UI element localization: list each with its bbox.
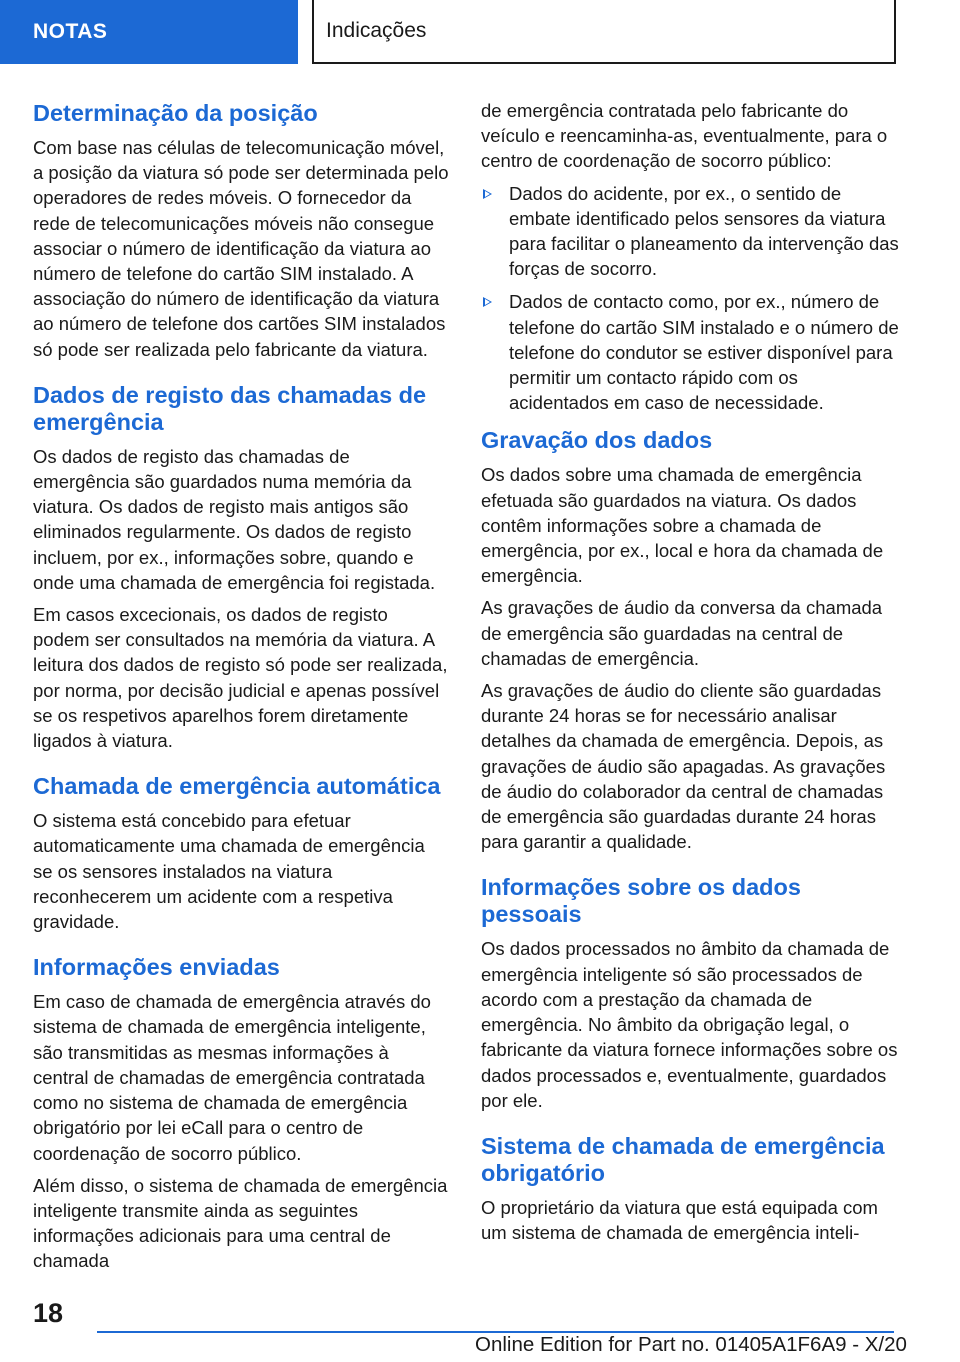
list-item xyxy=(481,289,899,415)
section-log-data xyxy=(33,382,449,753)
left-column xyxy=(33,100,449,1294)
paragraph: Os dados de registo das chamadas de emergência são guardados numa memória da viatura. Os dados de registo mais antigos são eliminados regularmente. Os dados de registo incluem, por ex., informações sobre, quando e onde uma chamada de emergência foi registada. xyxy=(33,445,436,593)
section-heading: Sistema de chamada de emergência obrigatório xyxy=(481,1132,885,1186)
section-personal-data xyxy=(481,874,899,1112)
section-tab-label: NOTAS xyxy=(33,20,108,43)
triangle-bullet-icon xyxy=(483,189,492,199)
paragraph: Em casos excecionais, os dados de registo podem ser consultados na memória da viatura. A leitura dos dados de registo só pode ser realizada, por norma, por decisão judicial e apenas possível se os respetivos aparelhos forem diretamente ligados à viatura. xyxy=(33,604,448,752)
section-heading: Chamada de emergência automática xyxy=(33,773,441,800)
section-data-recording xyxy=(481,427,899,854)
triangle-bullet-icon xyxy=(483,297,492,307)
paragraph: Em caso de chamada de emergência através do sistema de chamada de emergência inteligente, são transmitidas as mesmas informações à central de chamadas de emergência contratada como no sistema de chamada de emergência obrigatório por lei eCall para o centro de coordenação de socorro público. xyxy=(33,991,431,1164)
paragraph: O proprietário da viatura que está equipada com um sistema de chamada de emergência inteli- xyxy=(481,1196,878,1244)
section-heading: Dados de registo das chamadas de emergência xyxy=(33,381,427,435)
list-item xyxy=(481,181,899,282)
section-position xyxy=(33,100,449,362)
section-mandatory-system xyxy=(481,1133,899,1245)
paragraph: As gravações de áudio do cliente são guardadas durante 24 horas se for necessário analisar detalhes da chamada de emergência. Depois, as gravações de áudio são apagadas. As gravações de áudio do colaborador da central de chamadas de emergência são guardadas durante 24 horas para garantir a qualidade. xyxy=(481,680,886,853)
list-item-text: Dados do acidente, por ex., o sentido de embate identificado pelos sensores da viatura para facilitar o planeamento da intervenção das forças de socorro. xyxy=(509,182,899,280)
bullet-list xyxy=(481,181,899,416)
chapter-title xyxy=(312,0,896,64)
section-heading: Determinação da posição xyxy=(33,100,318,126)
section-heading: Informações sobre os dados pessoais xyxy=(481,874,801,928)
section-automatic-call xyxy=(33,773,449,934)
paragraph: Os dados sobre uma chamada de emergência efetuada são guardados na viatura. Os dados contêm informações sobre a chamada de emergência, por ex., local e hora da chamada de emergência. xyxy=(481,464,884,587)
right-column xyxy=(481,98,899,1265)
section-heading: Gravação dos dados xyxy=(481,427,713,454)
paragraph: Além disso, o sistema de chamada de emergência inteligente transmite ainda as seguintes informações adicionais para uma central de chamada xyxy=(33,1174,448,1272)
section-sent-info xyxy=(33,954,449,1273)
page-number: 18 xyxy=(33,1298,64,1328)
paragraph: de emergência contratada pelo fabricante do veículo e reencaminha-as, eventualmente, para o centro de coordenação de socorro público: xyxy=(481,100,888,172)
list-item-text: Dados de contacto como, por ex., número de telefone do cartão SIM instalado e o número de telefone do condutor se estiver disponível para permitir um contacto rápido com os acidentados em caso de necessidade. xyxy=(509,291,899,414)
paragraph: Com base nas células de telecomunicação móvel, a posição da viatura só pode ser determinada pelo operadores de redes móveis. O fornecedor da rede de telecomunicações móveis não consegue associar o número de identificação da viatura ao número de telefone do cartão SIM instalado. A associação do número de identificação da viatura ao número de telefone dos cartões SIM instalados só pode ser realizada pelo fabricante da viatura. xyxy=(33,137,449,360)
paragraph: O sistema está concebido para efetuar automaticamente uma chamada de emergência se os sensores instalados na viatura reconhecerem um acidente com a respetiva gravidade. xyxy=(33,810,425,933)
paragraph: Os dados processados no âmbito da chamada de emergência inteligente só são processados de acordo com a prestação da chamada de emergência. No âmbito da obrigação legal, o fabricante da viatura fornece informações sobre os dados processados e, eventualmente, guardados por ele. xyxy=(481,938,898,1111)
section-tab xyxy=(0,0,298,64)
section-heading: Informações enviadas xyxy=(33,954,280,981)
paragraph: As gravações de áudio da conversa da chamada de emergência são guardadas na central de chamadas de emergência. xyxy=(481,597,883,669)
edition-note: Online Edition for Part no. 01405A1F6A9 - X/20 xyxy=(475,1333,907,1356)
chapter-title-label: Indicações xyxy=(326,19,427,42)
